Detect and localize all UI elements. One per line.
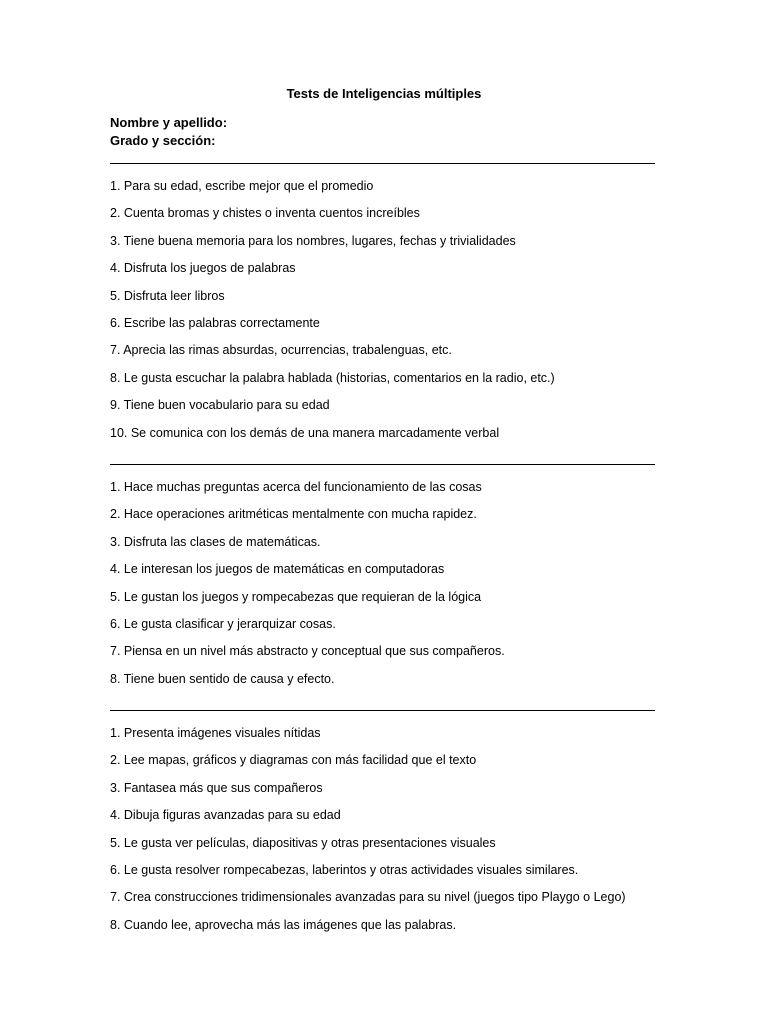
section-linguistic <box>110 177 710 451</box>
list-item: 10. Se comunica con los demás de una manera marcadamente verbal <box>110 425 500 440</box>
list-item: 2. Lee mapas, gráficos y diagramas con más facilidad que el texto <box>110 753 477 768</box>
list-item: 5. Le gusta ver películas, diapositivas y otras presentaciones visuales <box>110 835 496 850</box>
list-item: 2. Hace operaciones aritméticas mentalmente con mucha rapidez. <box>110 507 477 522</box>
list-item: 8. Tiene buen sentido de causa y efecto. <box>110 671 335 686</box>
divider-line <box>110 163 655 164</box>
list-item: 5. Disfruta leer libros <box>110 288 225 303</box>
list-item: 6. Escribe las palabras correctamente <box>110 315 320 330</box>
list-item: 9. Tiene buen vocabulario para su edad <box>110 398 330 413</box>
list-item: 2. Cuenta bromas y chistes o inventa cuentos increíbles <box>110 206 420 221</box>
list-item: 3. Disfruta las clases de matemáticas. <box>110 534 321 549</box>
section-visual-spatial <box>110 724 710 943</box>
list-item: 4. Le interesan los juegos de matemáticas en computadoras <box>110 562 445 577</box>
name-field-label: Nombre y apellido: <box>110 115 228 130</box>
list-item: 6. Le gusta resolver rompecabezas, laberintos y otras actividades visuales similares. <box>110 862 579 877</box>
divider-line <box>110 464 655 465</box>
divider-line <box>110 710 655 711</box>
list-item: 1. Hace muchas preguntas acerca del funcionamiento de las cosas <box>110 480 482 494</box>
list-item: 7. Crea construcciones tridimensionales avanzadas para su nivel (juegos tipo Playgo o Lego) <box>110 890 626 905</box>
list-item: 6. Le gusta clasificar y jerarquizar cosas. <box>110 616 336 631</box>
list-item: 7. Aprecia las rimas absurdas, ocurrencias, trabalenguas, etc. <box>110 343 452 358</box>
list-item: 8. Le gusta escuchar la palabra hablada (historias, comentarios en la radio, etc.) <box>110 370 555 385</box>
grade-field-label: Grado y sección: <box>110 133 216 148</box>
list-item: 8. Cuando lee, aprovecha más las imágenes que las palabras. <box>110 917 457 932</box>
list-item: 3. Fantasea más que sus compañeros <box>110 780 323 795</box>
list-item: 1. Para su edad, escribe mejor que el promedio <box>110 179 374 193</box>
list-item: 1. Presenta imágenes visuales nítidas <box>110 726 321 740</box>
list-item: 5. Le gustan los juegos y rompecabezas que requieran de la lógica <box>110 589 482 604</box>
list-item: 4. Dibuja figuras avanzadas para su edad <box>110 808 341 823</box>
list-item: 7. Piensa en un nivel más abstracto y conceptual que sus compañeros. <box>110 644 505 659</box>
list-item: 4. Disfruta los juegos de palabras <box>110 261 296 276</box>
document-title: Tests de Inteligencias múltiples <box>286 86 482 101</box>
list-item: 3. Tiene buena memoria para los nombres, lugares, fechas y trivialidades <box>110 233 516 248</box>
section-logical-mathematical <box>110 478 710 697</box>
